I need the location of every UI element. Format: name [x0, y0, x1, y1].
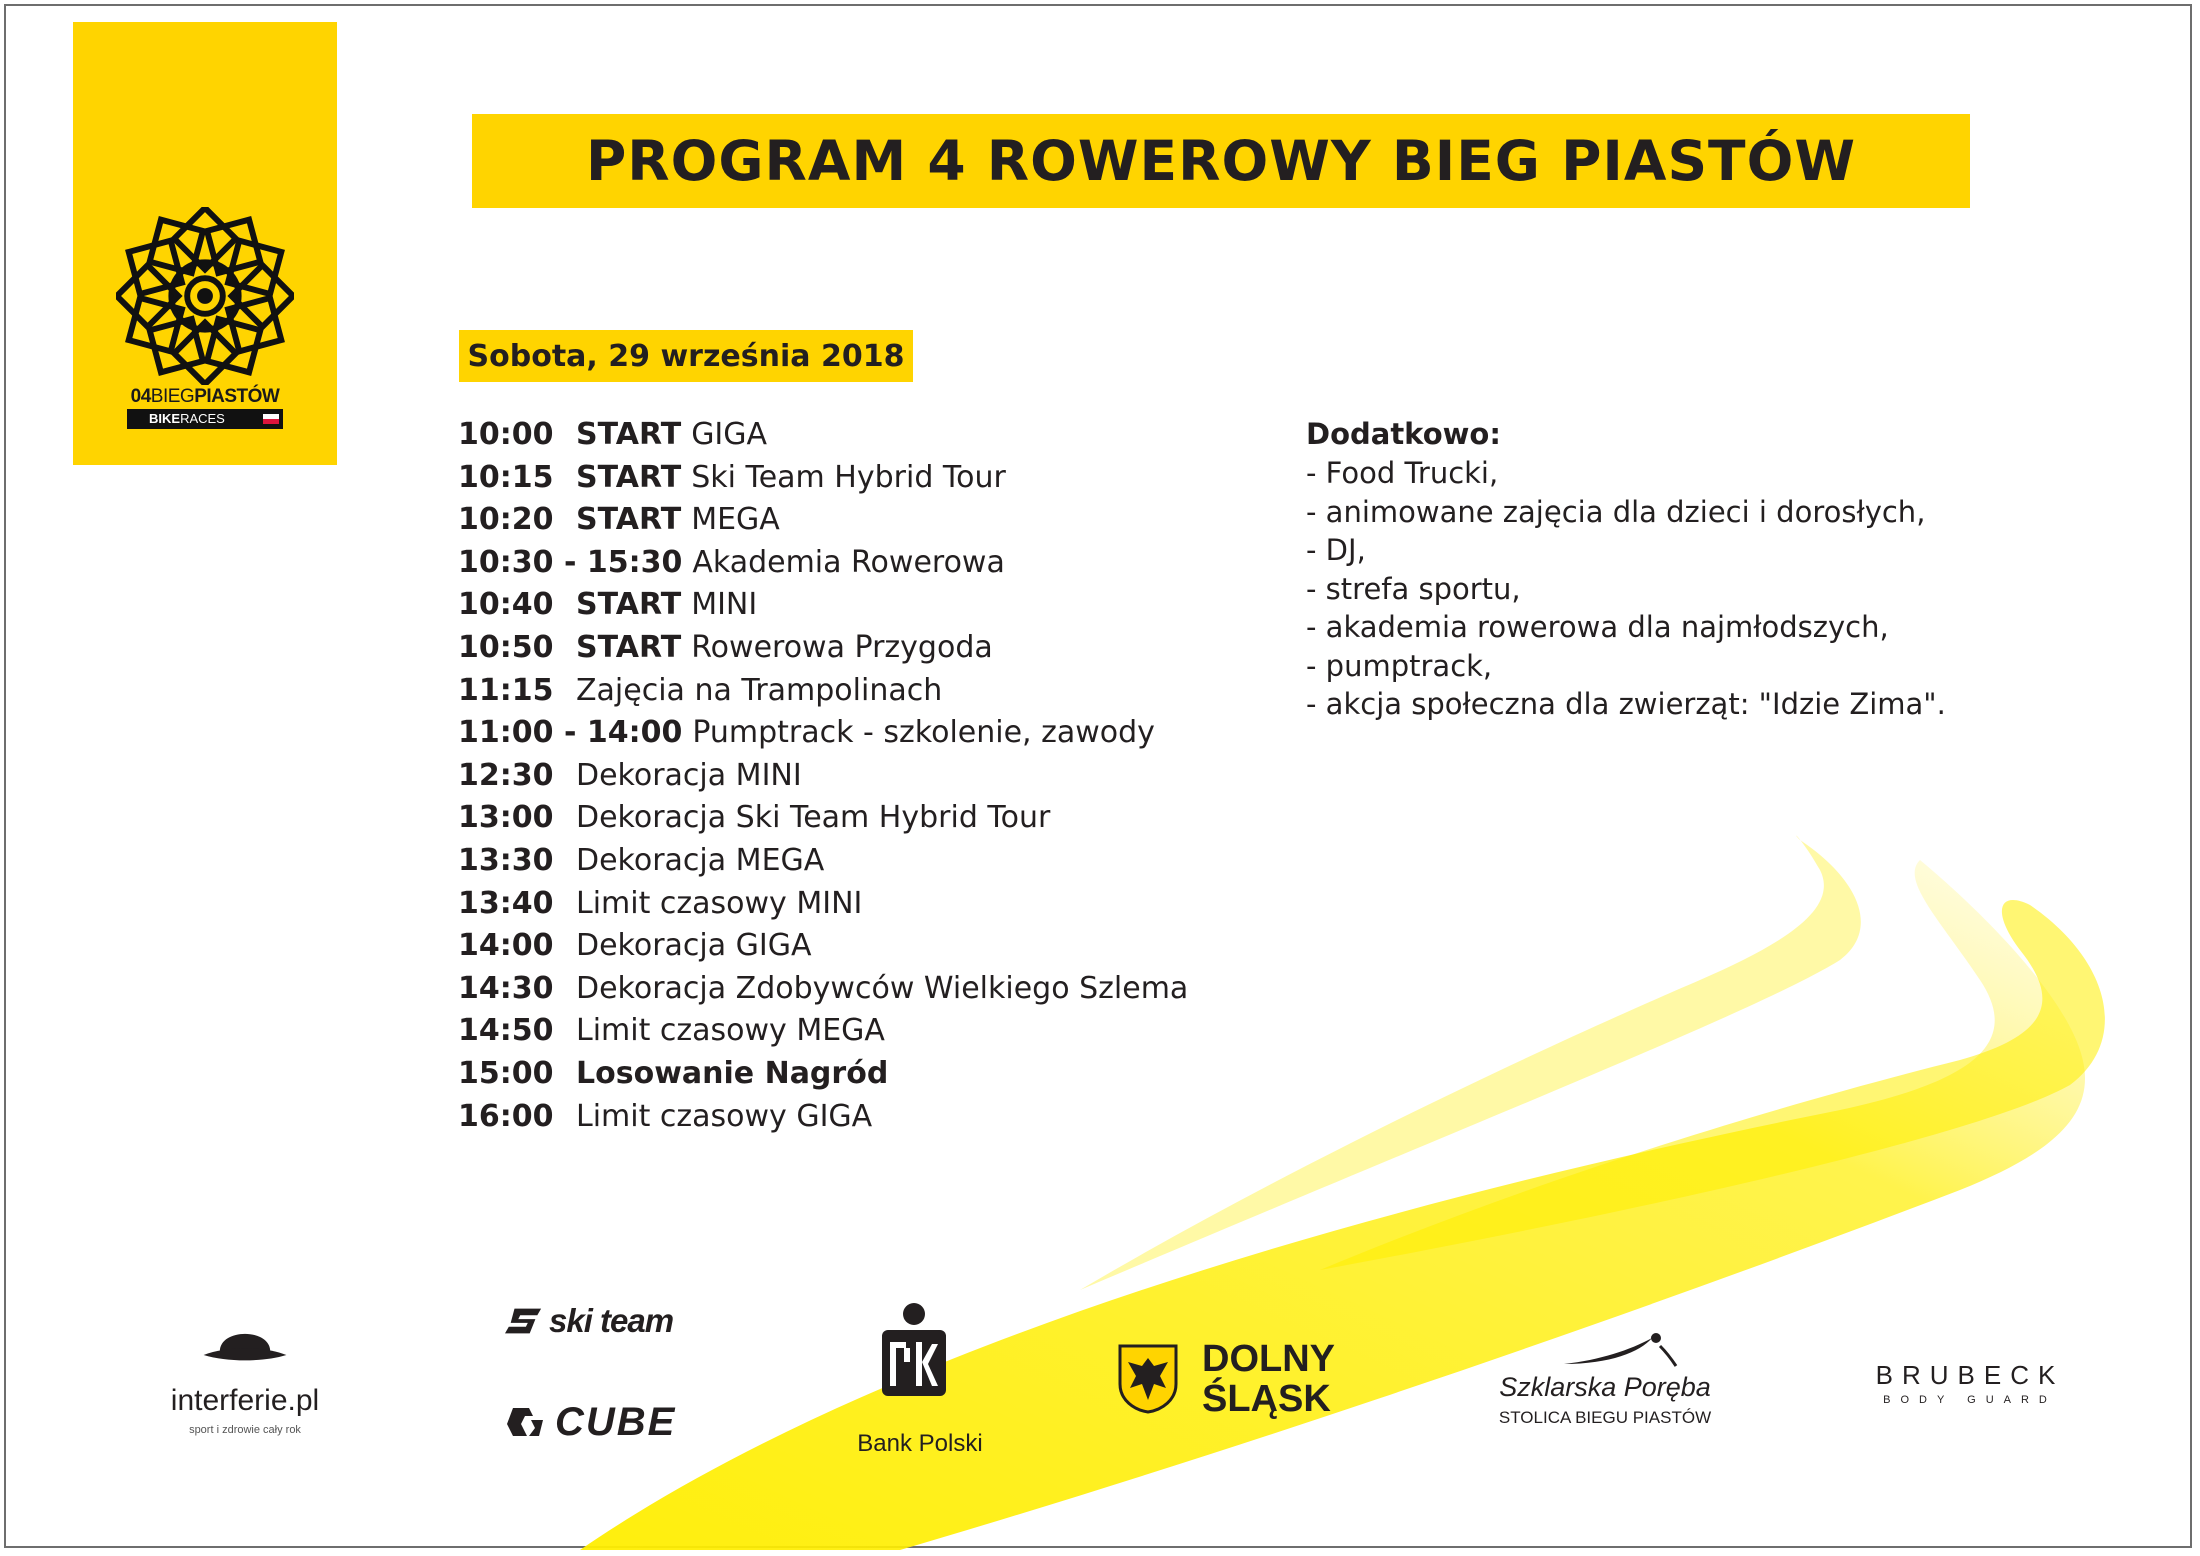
eagle-coat-of-arms-icon: [1118, 1344, 1178, 1414]
extras-item: - Food Trucki,: [1306, 456, 1499, 490]
schedule-event: Rowerowa Przygoda: [691, 629, 993, 665]
schedule-event: Limit czasowy GIGA: [576, 1098, 873, 1134]
extras-item: - animowane zajęcia dla dzieci i dorosłych,: [1306, 494, 1926, 529]
sponsor-brubeck: BRUBECK BODY GUARD: [1875, 1360, 2065, 1406]
pko-piggy-bank-icon: [874, 1302, 954, 1402]
schedule-event: Dekoracja MEGA: [576, 842, 825, 878]
schedule-event: Losowanie Nagród: [576, 1055, 889, 1091]
hat-icon: [200, 1318, 290, 1374]
skiteam-s-icon: [505, 1306, 543, 1336]
logo-subbar: BIKERACES: [127, 409, 283, 429]
schedule-start-label: START: [576, 629, 682, 665]
schedule-time: 10:20: [458, 502, 554, 538]
skier-swoosh-icon: [1560, 1330, 1680, 1370]
schedule-time: 16:00: [458, 1098, 554, 1134]
schedule-row: [458, 840, 1258, 883]
schedule-row: [458, 1010, 1258, 1053]
bieg-piastow-logo: [73, 22, 337, 465]
sponsor-szklarska-poreba: Szklarska Poręba STOLICA BIEGU PIASTÓW: [1480, 1330, 1730, 1440]
schedule-event: Pumptrack - szkolenie, zawody: [692, 715, 1155, 751]
sponsor-dolny-slask: DOLNY ŚLĄSK: [1118, 1344, 1358, 1424]
schedule-event: Limit czasowy MINI: [576, 885, 863, 921]
cube-logo-icon: [505, 1402, 545, 1442]
sponsor-interferie: interferie.pl sport i zdrowie cały rok: [150, 1318, 340, 1448]
schedule-time: 10:00: [458, 417, 554, 452]
schedule-time: 10:15: [458, 459, 554, 495]
schedule-row: [458, 542, 1258, 585]
schedule-event: GIGA: [691, 417, 768, 452]
extras-title: Dodatkowo:: [1306, 417, 1501, 451]
schedule-event: Limit czasowy MEGA: [576, 1013, 885, 1049]
schedule-time: 15:00: [458, 1055, 554, 1091]
schedule-time: 10:50: [458, 629, 554, 665]
schedule-row: [458, 1053, 1258, 1096]
schedule-row: [458, 670, 1258, 713]
extras-section: [1306, 414, 2156, 724]
schedule-time: 13:30: [458, 842, 554, 878]
schedule-event: MINI: [691, 587, 758, 623]
date-badge: [459, 330, 913, 382]
extras-list: [1306, 454, 2156, 724]
extras-item: - strefa sportu,: [1306, 571, 1521, 606]
schedule-row: [458, 883, 1258, 926]
sponsor-skiteam: ski team: [505, 1302, 735, 1342]
schedule-row: [458, 925, 1258, 968]
schedule-event: Zajęcia na Trampolinach: [576, 672, 943, 708]
polish-flag-icon: [263, 414, 279, 424]
schedule-row: [458, 1096, 1258, 1139]
schedule-time: 14:30: [458, 970, 554, 1006]
schedule-event: MEGA: [691, 502, 780, 538]
title-banner: [472, 114, 1970, 208]
schedule-row: [458, 712, 1258, 755]
schedule-time: 11:00 - 14:00: [458, 715, 683, 751]
schedule-row: [458, 755, 1258, 798]
extras-item: - akcja społeczna dla zwierząt: "Idzie Zima".: [1306, 687, 1946, 721]
schedule-time: 13:00: [458, 800, 554, 836]
schedule-event: Ski Team Hybrid Tour: [691, 459, 1006, 495]
schedule-time: 10:40: [458, 587, 554, 623]
schedule-row: [458, 627, 1258, 670]
snowflake-emblem-icon: [116, 207, 294, 385]
schedule-row: [458, 499, 1258, 542]
schedule-row: [458, 457, 1258, 500]
schedule-event: Dekoracja Zdobywców Wielkiego Szlema: [576, 970, 1189, 1006]
schedule-time: 12:30: [458, 757, 554, 793]
schedule-time: 14:00: [458, 928, 554, 964]
schedule-start-label: START: [576, 502, 682, 538]
schedule-time: 11:15: [458, 672, 554, 708]
schedule-event: Akademia Rowerowa: [692, 544, 1005, 580]
schedule-event: Dekoracja MINI: [576, 757, 802, 793]
schedule-row: [458, 797, 1258, 840]
event-date: Sobota, 29 września 2018: [467, 338, 905, 374]
sponsor-pko-bank-polski: Bank Polski: [850, 1302, 990, 1472]
extras-item: - pumptrack,: [1306, 648, 1493, 683]
schedule-row: [458, 584, 1258, 627]
schedule-list: [458, 414, 1258, 1138]
schedule-row: [458, 414, 1258, 457]
schedule-event: Dekoracja Ski Team Hybrid Tour: [576, 800, 1051, 836]
extras-item: - DJ,: [1306, 533, 1366, 567]
page-title: PROGRAM 4 ROWEROWY BIEG PIASTÓW: [585, 129, 1856, 193]
schedule-start-label: START: [576, 417, 682, 452]
schedule-time: 10:30 - 15:30: [458, 544, 683, 580]
extras-item: - akademia rowerowa dla najmłodszych,: [1306, 610, 1889, 644]
logo-wordmark: 04BIEGPIASTÓW: [130, 386, 280, 407]
schedule-row: [458, 968, 1258, 1011]
schedule-time: 14:50: [458, 1013, 554, 1049]
sponsor-cube: CUBE: [505, 1400, 735, 1450]
schedule-start-label: START: [576, 587, 682, 623]
schedule-event: Dekoracja GIGA: [576, 928, 812, 964]
schedule-start-label: START: [576, 459, 682, 495]
schedule-time: 13:40: [458, 885, 554, 921]
